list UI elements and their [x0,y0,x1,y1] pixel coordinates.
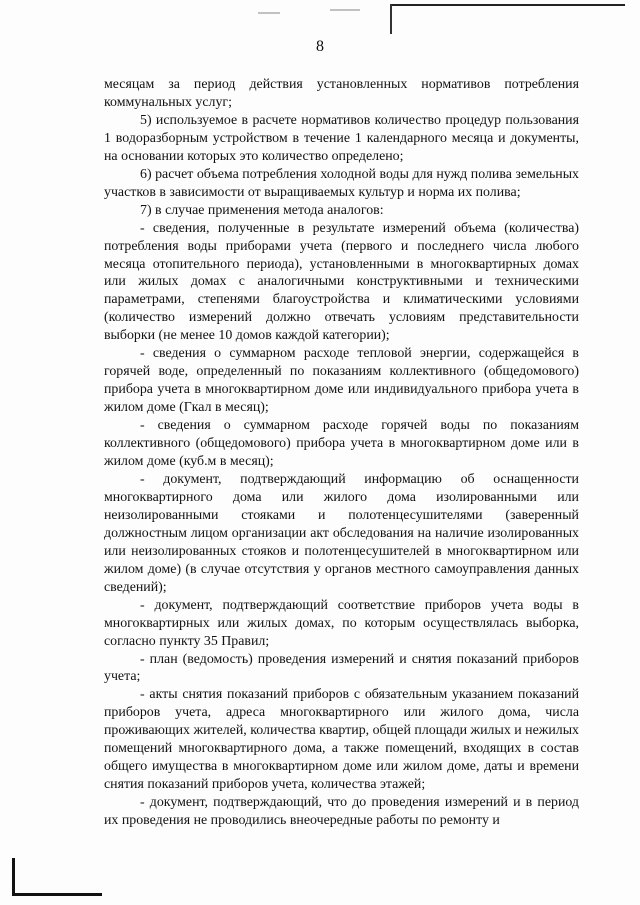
paragraph: - документ, подтверждающий, что до проведения измерений и в период их проведения не проводились внеочередные работы по ремонту и [104,795,579,829]
paragraph: - документ, подтверждающий соответствие приборов учета воды в многоквартирных или жилых домах, по которым осуществлялась выборка, согласно пункту 35 Правил; [104,597,579,649]
paragraph: 7) в случае применения метода аналогов: [140,202,384,218]
paragraph: - сведения о суммарном расходе тепловой энергии, содержащейся в горячей воде, определенный по показаниям коллективного (общедомового) прибора учета в многоквартирном доме или индивидуального прибора учета в жилом доме (Гкал в месяц); [104,346,579,416]
scan-smudge [330,9,360,11]
scan-corner-mark [12,893,102,896]
paragraph: - документ, подтверждающий информацию об оснащенности многоквартирного дома или жилого дома изолированными или неизолированными стояками и полотенцесушителями (заверенный должностным лицом организации акт обследования на наличие изолированных или неизолированных стояков и полотенцесушителей в многоквартирном или жилом доме) (в случае отсутствия у органов местного самоуправления данных сведений); [104,471,579,595]
paragraph: 5) используемое в расчете нормативов количество процедур пользования 1 водоразборным устройством в течение 1 календарного месяца и документы, на основании которых это количество определено; [104,112,579,164]
paragraph: - сведения, полученные в результате измерений объема (количества) потребления воды приборами учета (первого и последнего числа любого месяца отопительного периода), установленными в многоквартирных домах или жилых домах с аналогичными конструктивными и техническими параметрами, степенями благоустройства и климатическими условиями (количество измерений должно отвечать условиям представительности выборки (не менее 10 домов каждой категории); [104,220,579,344]
paragraph: - акты снятия показаний приборов с обязательным указанием показаний приборов учета, адреса многоквартирного или жилого дома, числа проживающих жителей, количества квартир, общей площади жилых и нежилых помещений многоквартирного дома, а также помещений, входящих в состав общего имущества в многоквартирном доме или жилом доме, даты и времени снятия показаний приборов учета, количества этажей; [104,687,579,793]
paragraph: - план (ведомость) проведения измерений и снятия показаний приборов учета; [104,651,579,685]
scan-border-mark [390,4,392,34]
scan-corner-mark [12,858,15,896]
paragraph: месяцам за период действия установленных нормативов потребления коммунальных услуг; [104,77,579,110]
scan-border-line [390,4,625,6]
page-number: 8 [316,38,324,55]
document-body [104,76,579,830]
paragraph: - сведения о суммарном расходе горячей воды по показаниям коллективного (общедомового) прибора учета в многоквартирном доме или в жилом доме (куб.м в месяц); [104,418,579,470]
scan-smudge [258,12,280,14]
paragraph: 6) расчет объема потребления холодной воды для нужд полива земельных участков в зависимости от выращиваемых культур и норма их полива; [104,166,579,200]
